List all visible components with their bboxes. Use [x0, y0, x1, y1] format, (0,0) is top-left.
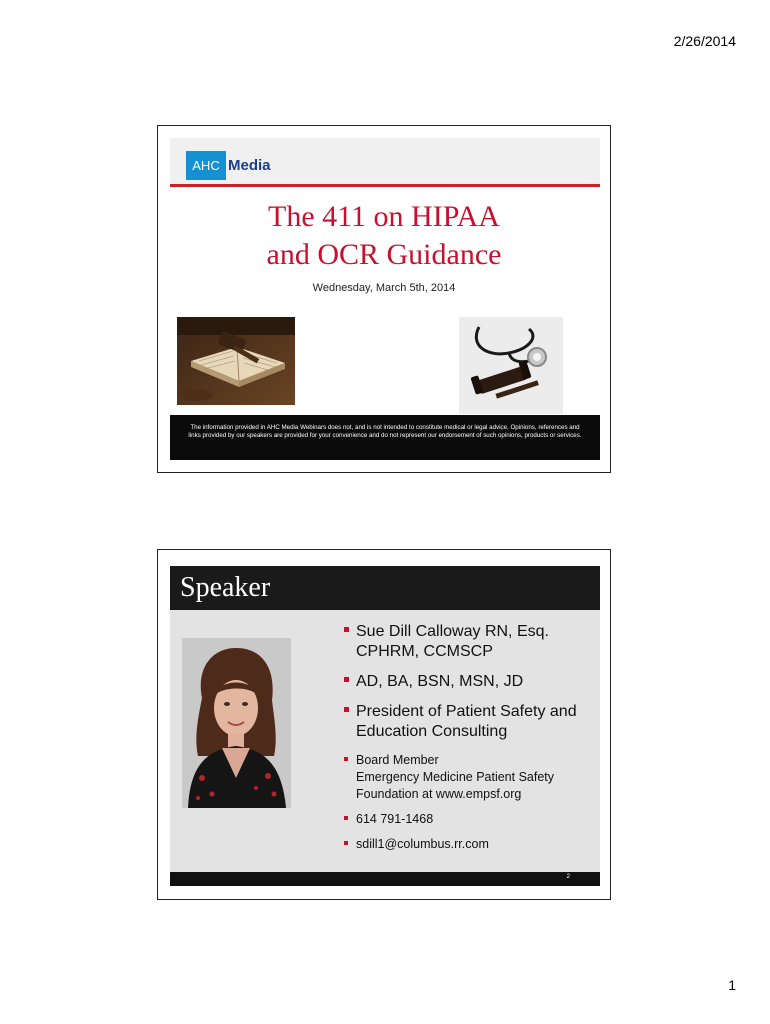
square-bullet-icon [344, 627, 349, 632]
square-bullet-icon [344, 677, 349, 682]
speaker-slide-title: Speaker [180, 572, 271, 603]
list-item [344, 836, 600, 853]
bullet-text: Board Member [356, 753, 439, 767]
list-item [344, 702, 600, 742]
slide-title-line2: and OCR Guidance [266, 238, 502, 271]
list-item [344, 811, 600, 828]
speaker-slide [157, 549, 611, 900]
list-item [344, 622, 600, 662]
slide-number: 2 [566, 874, 570, 880]
phone-number: 614 791-1468 [356, 812, 434, 826]
speaker-title-bar [170, 566, 600, 610]
logo-bar [170, 138, 600, 184]
email-address: sdill1@columbus.rr.com [356, 837, 489, 851]
gavel-book-image [177, 317, 295, 405]
title-slide [157, 125, 611, 473]
page-date: 2/26/2014 [673, 33, 736, 49]
list-item [344, 672, 600, 692]
slide-footer-bar [170, 872, 600, 886]
speaker-content [170, 610, 600, 872]
ahc-logo-box: AHC [186, 151, 226, 180]
media-logo-text: Media [228, 157, 271, 174]
speaker-photo [182, 638, 291, 808]
webinar-date: Wednesday, March 5th, 2014 [312, 282, 456, 294]
square-bullet-icon [344, 816, 348, 820]
accent-divider [170, 184, 600, 187]
square-bullet-icon [344, 841, 348, 845]
stethoscope-gavel-image [459, 317, 563, 414]
bullet-text: President of Patient Safety and Education Consulting [356, 703, 577, 740]
slide-title [158, 198, 610, 274]
disclaimer-text: The information provided in AHC Media Webinars does not, and is not intended to constitute medical or legal advice. Opinions, references and links provided by our speakers are provided for your convenience and do not represent our endorsement of such opinions, products or services. [170, 415, 600, 460]
speaker-details-list [344, 622, 600, 861]
square-bullet-icon [344, 707, 349, 712]
page-number: 1 [728, 977, 736, 993]
bullet-text-detail: Emergency Medicine Patient Safety Foundation at www.empsf.org [356, 770, 555, 801]
slide-title-line1: The 411 on HIPAA [268, 200, 500, 233]
bullet-text: AD, BA, BSN, MSN, JD [356, 673, 524, 690]
list-item [344, 752, 600, 803]
bullet-text: Sue Dill Calloway RN, Esq. CPHRM, CCMSCP [356, 623, 549, 660]
square-bullet-icon [344, 757, 348, 761]
